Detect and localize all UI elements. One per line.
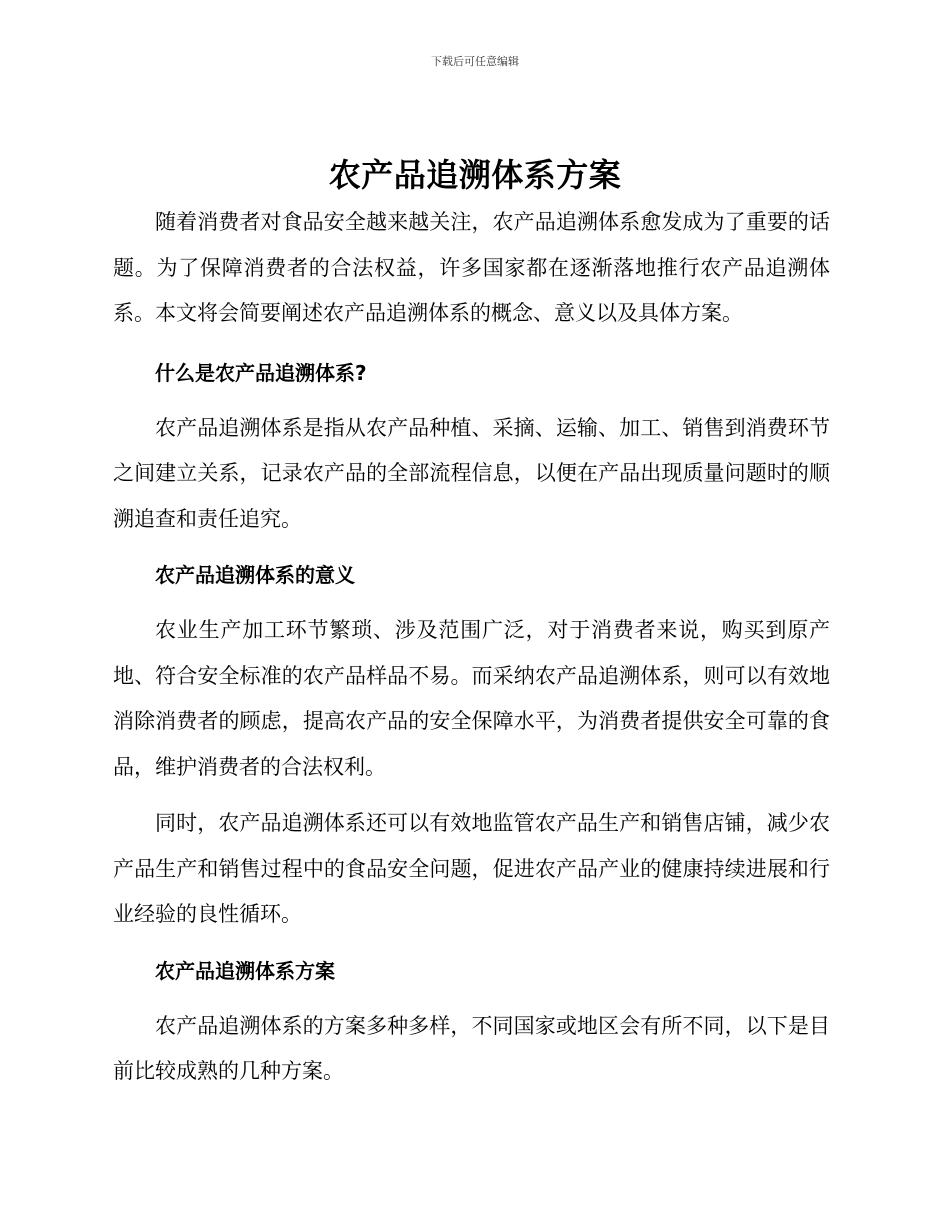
section-heading-significance: 农产品追溯体系的意义 — [155, 563, 355, 587]
section-paragraph: 农产品追溯体系是指从农产品种植、采摘、运输、加工、销售到消费环节之间建立关系，记录农产品的全部流程信息，以便在产品出现质量问题时的顺溯追查和责任追究。 — [113, 415, 830, 531]
section-paragraph: 同时，农产品追溯体系还可以有效地监管农产品生产和销售店铺，减少农产品生产和销售过程中的食品安全问题，促进农产品产业的健康持续进展和行业经验的良性循环。 — [113, 811, 830, 926]
intro-paragraph: 随着消费者对食品安全越来越关注，农产品追溯体系愈发成为了重要的话题。为了保障消费者的合法权益，许多国家都在逐渐落地推行农产品追溯体系。本文将会简要阐述农产品追溯体系的概念、意义以及具体方案。 — [113, 210, 830, 325]
section-paragraph: 农业生产加工环节繁琐、涉及范围广泛，对于消费者来说，购买到原产地、符合安全标准的农产品样品不易。而采纳农产品追溯体系，则可以有效地消除消费者的顾虑，提高农产品的安全保障水平，为消费者提供安全可靠的食品，维护消费者的合法权利。 — [113, 618, 830, 779]
section-paragraph: 农产品追溯体系的方案多种多样，不同国家或地区会有所不同，以下是目前比较成熟的几种方案。 — [113, 1013, 830, 1083]
document-title: 农产品追溯体系方案 — [328, 156, 622, 194]
section-heading-scheme: 农产品追溯体系方案 — [155, 958, 335, 983]
section-heading-what-is: 什么是农产品追溯体系? — [155, 360, 367, 385]
header-note: 下载后可任意编辑 — [431, 55, 519, 68]
document-body — [113, 200, 830, 1095]
